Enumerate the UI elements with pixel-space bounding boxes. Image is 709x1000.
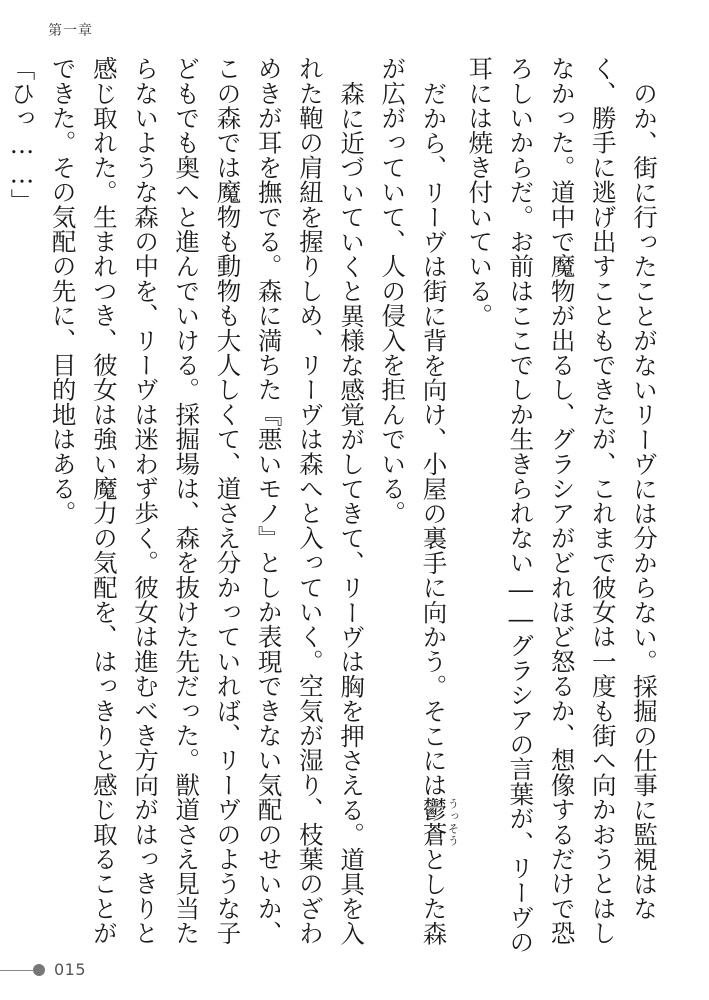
ruby-base: 鬱蒼 [419,796,449,847]
paragraph: 森に近づいていくと異様な感覚がしてきて、リーヴは胸を押さえる。道具を入れた鞄の肩紐を握りしめ、リーヴは森へと入っていく。空気が湿り、枝葉のざわめきが耳を撫でる。森に満ちた『悪いモノ』としか表現できない気配のせいか、この森では魔物も動物も大人しくて、道さえ分かっていれば、リーヴのような子どもでも奥へと進んでいける。採掘場は、森を抜けた先だった。獣道さえ見当たらないような森の中を、リーヴは迷わず歩く。彼女は進むべき方向がはっきりと感じ取れた。生まれつき、彼女は強い魔力の気配を、はっきりと感じ取ることができた。その気配の先に、目的地はある。 [48,56,367,946]
paragraph: のか、街に行ったことがないリーヴには分からない。採掘の仕事に監視はなく、勝手に逃げ出すこともできたが、これまで彼女は一度も街へ向かおうとはしなかった。道中で魔物が出るし、グラシアがどれほど怒るか、想像するだけで恐ろしいからだ。お前はここでしか生きられない――グラシアの言葉が、リーヴの耳には焼き付いている。 [465,56,659,955]
footer-rule [0,970,34,971]
dialogue-line: 「ひっ……」 [7,56,37,214]
chapter-header: 第一章 [48,23,93,39]
page-number: 015 [54,960,87,979]
paragraph-text: だから、リーヴは街に背を向け、小屋の裏手に向かう。そこには [419,80,449,797]
page-footer [0,958,200,982]
paragraph-with-ruby [372,56,459,956]
body-text [7,56,665,956]
paragraph-text: とした森が広がっていて、人の侵入を拒んでいる。 [378,56,449,946]
paragraph [0,56,1,956]
footer-dot-icon [33,964,45,976]
ruby-reading: うっそう [446,796,460,847]
ruby-annotation [419,796,460,847]
